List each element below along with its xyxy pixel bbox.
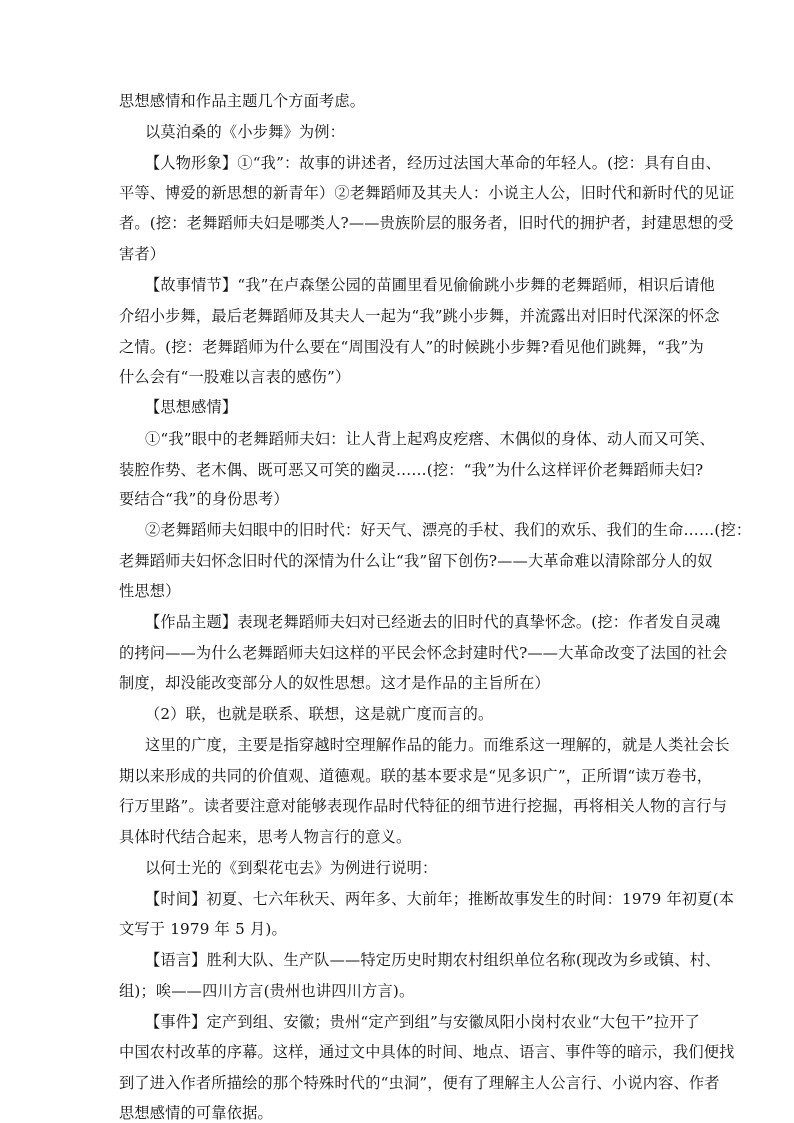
text-line: 介绍小步舞，最后老舞蹈师及其夫人一起为“我”跳小步舞，并流露出对旧时代深深的怀念	[119, 307, 720, 325]
text-line: 要结合“我”的身份思考）	[119, 490, 289, 508]
text-line: 制度，却没能改变部分人的奴性思想。这才是作品的主旨所在）	[119, 674, 550, 692]
text-line: 以何士光的《到梨花屯去》为例进行说明：	[145, 859, 438, 877]
text-line: 思想感情和作品主题几个方面考虑。	[119, 92, 366, 110]
text-line: 平等、博爱的新思想的新青年）②老舞蹈师及其夫人：小说主人公，旧时代和新时代的见证	[119, 184, 735, 202]
text-line: 【时间】初夏、七六年秋天、两年多、大前年；推断故事发生的时间：1979 年初夏(本	[145, 890, 735, 908]
text-line: 【故事情节】“我”在卢森堡公园的苗圃里看见偷偷跳小步舞的老舞蹈师，相识后请他	[145, 276, 715, 294]
text-line: （2）联，也就是联系、联想，这是就广度而言的。	[145, 705, 494, 723]
text-line: 期以来形成的共同的价值观、道德观。联的基本要求是“见多识广”，正所谓“读万卷书，	[119, 767, 713, 785]
text-line: 【作品主题】表现老舞蹈师夫妇对已经逝去的旧时代的真挚怀念。(挖：作者发自灵魂	[145, 613, 721, 631]
text-line: 害者）	[119, 245, 166, 263]
text-line: 什么会有“一股难以言表的感伤”）	[119, 368, 351, 386]
text-line: 中国农村改革的序幕。这样，通过文中具体的时间、地点、语言、事件等的暗示，我们便找	[119, 1043, 735, 1061]
text-line: 性思想）	[119, 582, 181, 600]
section-heading: 【思想感情】	[145, 398, 238, 416]
text-line: 者。(挖：老舞蹈师夫妇是哪类人?——贵族阶层的服务者，旧时代的拥护者，封建思想的受	[119, 214, 734, 232]
text-line: 老舞蹈师夫妇怀念旧时代的深情为什么让“我”留下创伤?——大革命难以清除部分人的奴	[119, 552, 713, 570]
text-line: 组)；唉——四川方言(贵州也讲四川方言)。	[119, 982, 415, 1000]
text-line: 文写于 1979 年 5 月)。	[119, 920, 287, 938]
text-line: 以莫泊桑的《小步舞》为例：	[145, 123, 346, 141]
text-line: 之情。(挖：老舞蹈师为什么要在“周围没有人”的时候跳小步舞?看见他们跳舞，“我”为	[119, 338, 704, 356]
text-line: 这里的广度，主要是指穿越时空理解作品的能力。而维系这一理解的，就是人类社会长	[145, 736, 730, 754]
text-line: ①“我”眼中的老舞蹈师夫妇：让人背上起鸡皮疙瘩、木偶似的身体、动人而又可笑、	[145, 430, 715, 448]
text-line: 具体时代结合起来，思考人物言行的意义。	[119, 828, 412, 846]
text-line: 到了进入作者所描绘的那个特殊时代的“虫洞”，便有了理解主人公言行、小说内容、作者	[119, 1074, 720, 1092]
text-line: 思想感情的可靠依据。	[119, 1104, 273, 1122]
text-line: ②老舞蹈师夫妇眼中的旧时代：好天气、漂亮的手杖、我们的欢乐、我们的生命……(挖：	[145, 521, 752, 539]
text-line: 【人物形象】①“我”：故事的讲述者，经历过法国大革命的年轻人。(挖：具有自由、	[145, 154, 722, 172]
text-line: 的拷问——为什么老舞蹈师夫妇这样的平民会怀念封建时代?——大革命改变了法国的社会	[119, 644, 728, 662]
text-line: 装腔作势、老木偶、既可恶又可笑的幽灵……(挖：“我”为什么这样评价老舞蹈师夫妇?	[119, 461, 704, 479]
text-line: 【事件】定产到组、安徽；贵州“定产到组”与安徽凤阳小岗村农业“大包干”拉开了	[145, 1013, 701, 1031]
text-line: 【语言】胜利大队、生产队——特定历史时期农村组织单位名称(现改为乡或镇、村、	[145, 951, 721, 969]
text-line: 行万里路”。读者要注意对能够表现作品时代特征的细节进行挖掘，再将相关人物的言行与	[119, 797, 728, 815]
